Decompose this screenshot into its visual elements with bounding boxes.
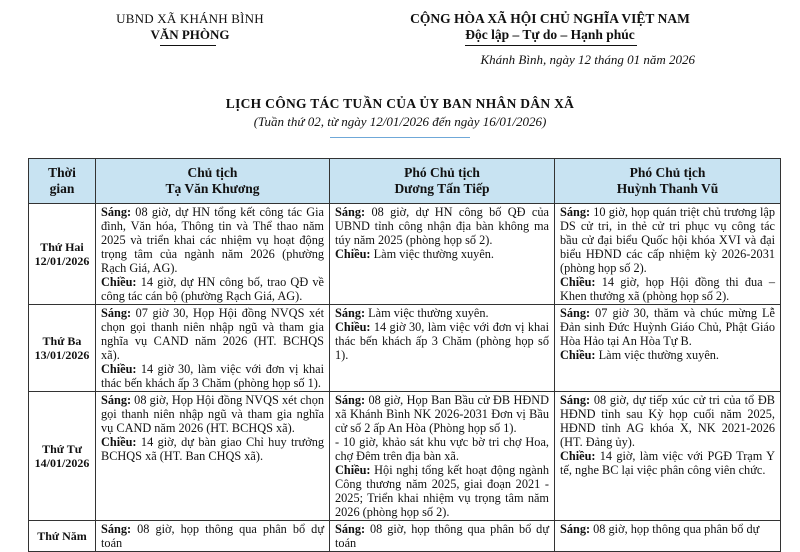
issuer-org: UBND XÃ KHÁNH BÌNH [116, 11, 264, 26]
session-text: 08 giờ, họp thông qua phân bổ dự [590, 522, 760, 536]
schedule-entry [101, 522, 324, 550]
day-name: Thứ Tư [42, 442, 82, 456]
title-underline [330, 137, 470, 138]
session-label: Sáng: [335, 393, 366, 407]
session-text: Làm việc thường xuyên. [595, 348, 719, 362]
session-label: Sáng: [101, 522, 132, 536]
table-header-row [29, 159, 781, 204]
document-date: Khánh Bình, ngày 12 tháng 01 năm 2026 [480, 52, 695, 67]
session-text: 07 giờ 30, thăm và chúc mừng Lễ Đản sinh Đức Huỳnh Giáo Chủ, Phật Giáo Hòa Hảo tại An Hòa Tự B. [560, 306, 775, 348]
session-text: 08 giờ, dự tiếp xúc cử tri của tổ ĐB HĐND tỉnh sau Kỳ họp cuối năm 2025, HĐND tỉnh AG khóa X, NK 2021-2026 (HT. Đảng ủy). [560, 393, 775, 449]
session-text: 14 giờ 30, làm việc với đơn vị khai thác bến khách ấp 3 Chăm (phòng họp số 1). [335, 320, 549, 362]
session-text: 14 giờ 30, làm việc với đơn vị khai thác bến khách ấp 3 Chăm (phòng họp số 1). [101, 362, 324, 390]
schedule-entry [560, 348, 775, 362]
schedule-cell [555, 204, 781, 305]
session-label: Sáng: [335, 306, 366, 320]
session-label: Chiều: [335, 463, 371, 477]
table-row [29, 204, 781, 305]
schedule-entry [560, 306, 775, 348]
schedule-entry [335, 522, 549, 550]
session-label: Sáng: [101, 205, 132, 219]
schedule-entry [560, 449, 775, 477]
column-person: Dương Tấn Tiếp [394, 181, 490, 196]
schedule-entry [335, 463, 549, 519]
session-label: Chiều: [560, 275, 596, 289]
schedule-cell [96, 305, 330, 392]
column-header-vice-chairman-1 [330, 159, 555, 204]
schedule-entry [101, 306, 324, 362]
table-row [29, 305, 781, 392]
schedule-table [28, 158, 781, 552]
schedule-entry [101, 362, 324, 390]
column-header-vice-chairman-2 [555, 159, 781, 204]
session-text: 08 giờ, dự HN công bố QĐ của UBND tỉnh công nhận địa bàn không ma túy năm 2025 (phòng họp số 2). [335, 205, 549, 247]
session-label: Chiều: [101, 275, 137, 289]
issuer-block [95, 11, 285, 43]
schedule-cell [96, 521, 330, 552]
session-label: Sáng: [101, 393, 132, 407]
session-text: 08 giờ, họp thông qua phân bổ dự toán [101, 522, 324, 550]
document-subtitle: (Tuần thứ 02, từ ngày 12/01/2026 đến ngày 16/01/2026) [253, 114, 547, 129]
session-text: Hội nghị tổng kết hoạt động ngành Công thương năm 2025, giai đoạn 2021 - 2025; Triển khai nhiệm vụ trọng tâm năm 2026 (phòng họp số 2). [335, 463, 549, 519]
schedule-cell [330, 392, 555, 521]
schedule-entry [560, 393, 775, 449]
session-label: Sáng: [560, 522, 591, 536]
issuer-dept: VĂN PHÒNG [150, 27, 230, 42]
schedule-cell [555, 521, 781, 552]
session-text: 08 giờ, Họp Hội đồng NVQS xét chọn gọi thanh niên nhập ngũ và tham gia nghĩa vụ CAND năm 2026 (HT. BCHQS xã). [101, 393, 324, 435]
session-text: 08 giờ, Họp Ban Bầu cử ĐB HĐND xã Khánh Bình NK 2026-2031 Đơn vị Bầu cử số 2 ấp An Hòa (Phòng họp số 1). [335, 393, 549, 435]
day-name: Thứ Ba [42, 334, 82, 348]
session-label: Chiều: [335, 320, 371, 334]
session-text: Làm việc thường xuyên. [370, 247, 494, 261]
schedule-entry [101, 435, 324, 463]
column-role: Phó Chủ tịch [404, 165, 480, 180]
schedule-cell [555, 305, 781, 392]
schedule-entry [335, 435, 549, 463]
national-block [360, 11, 740, 43]
schedule-entry [335, 320, 549, 362]
national-motto: Độc lập – Tự do – Hạnh phúc [465, 27, 635, 42]
session-label: Sáng: [335, 522, 366, 536]
day-name: Thứ Năm [37, 529, 87, 543]
column-role: Chủ tịch [187, 165, 238, 180]
national-title: CỘNG HÒA XÃ HỘI CHỦ NGHĨA VIỆT NAM [410, 11, 690, 26]
session-label: Sáng: [560, 306, 591, 320]
day-date: 14/01/2026 [34, 456, 90, 470]
column-person: Huỳnh Thanh Vũ [616, 181, 719, 196]
session-text: 14 giờ, dự HN công bố, trao QĐ về công tác cán bộ (phường Rạch Giá, AG). [101, 275, 324, 303]
schedule-entry [335, 306, 549, 320]
column-person: Tạ Văn Khương [165, 181, 260, 196]
schedule-cell [330, 305, 555, 392]
session-text: 14 giờ, họp Hội đồng thi đua – Khen thưởng xã (phòng họp số 2). [560, 275, 775, 303]
session-label: Sáng: [560, 205, 591, 219]
session-text: 14 giờ, dự bàn giao Chỉ huy trưởng BCHQS xã (HT. Ban CHQS xã). [101, 435, 324, 463]
session-text: 10 giờ, họp quán triệt chủ trương lập DS cử tri, in thẻ cử tri phục vụ công tác bầu cử đại biểu Quốc hội khóa XVI và đại biểu HĐND các cấp nhiệm kỳ 2026-2031 (phòng họp số 2). [560, 205, 775, 275]
document-title: LỊCH CÔNG TÁC TUẦN CỦA ỦY BAN NHÂN DÂN XÃ [225, 96, 575, 111]
schedule-cell [96, 392, 330, 521]
session-label: Sáng: [335, 205, 366, 219]
motto-underline [465, 45, 637, 46]
schedule-entry [101, 275, 324, 303]
schedule-entry [560, 522, 775, 536]
schedule-entry [335, 205, 549, 247]
schedule-entry [560, 275, 775, 303]
session-text: 08 giờ, họp thông qua phân bổ dự toán [335, 522, 549, 550]
session-label: Sáng: [101, 306, 132, 320]
table-row [29, 392, 781, 521]
session-text: - 10 giờ, khảo sát khu vực bờ tri chợ Hoa, chợ Đêm trên địa bàn xã. [335, 435, 549, 463]
schedule-entry [101, 393, 324, 435]
day-cell [29, 204, 96, 305]
session-text: Làm việc thường xuyên. [365, 306, 489, 320]
issuer-underline [160, 45, 216, 46]
schedule-entry [560, 205, 775, 275]
session-label: Chiều: [560, 449, 596, 463]
day-date: 12/01/2026 [34, 254, 90, 268]
schedule-entry [335, 247, 549, 261]
session-label: Chiều: [560, 348, 596, 362]
day-cell [29, 521, 96, 552]
table-row [29, 521, 781, 552]
session-text: 08 giờ, dự HN tổng kết công tác Gia đình, Văn hóa, Thông tin và Thể thao năm 2025 và triển khai các nhiệm vụ hoạt động trọng tâm của ngành năm 2026 (phường Rạch Giá, AG). [101, 205, 324, 275]
schedule-cell [330, 204, 555, 305]
time-column-header [29, 159, 96, 204]
schedule-cell [330, 521, 555, 552]
day-cell [29, 305, 96, 392]
session-label: Chiều: [335, 247, 371, 261]
session-label: Chiều: [101, 362, 137, 376]
day-date: 13/01/2026 [34, 348, 90, 362]
schedule-entry [101, 205, 324, 275]
session-text: 14 giờ, làm việc với PGĐ Trạm Y tế, nghe BC lại việc phân công viên chức. [560, 449, 775, 477]
session-text: 07 giờ 30, Họp Hội đồng NVQS xét chọn gọi thanh niên nhập ngũ và tham gia nghĩa vụ CAND năm 2026 (HT. BCHQS xã). [101, 306, 324, 362]
column-header-chairman [96, 159, 330, 204]
time-header-line2: gian [49, 181, 75, 196]
schedule-cell [555, 392, 781, 521]
day-cell [29, 392, 96, 521]
schedule-cell [96, 204, 330, 305]
session-label: Sáng: [560, 393, 591, 407]
time-header-line1: Thời [48, 165, 76, 180]
day-name: Thứ Hai [40, 240, 84, 254]
session-label: Chiều: [101, 435, 137, 449]
column-role: Phó Chủ tịch [629, 165, 706, 180]
schedule-entry [335, 393, 549, 435]
